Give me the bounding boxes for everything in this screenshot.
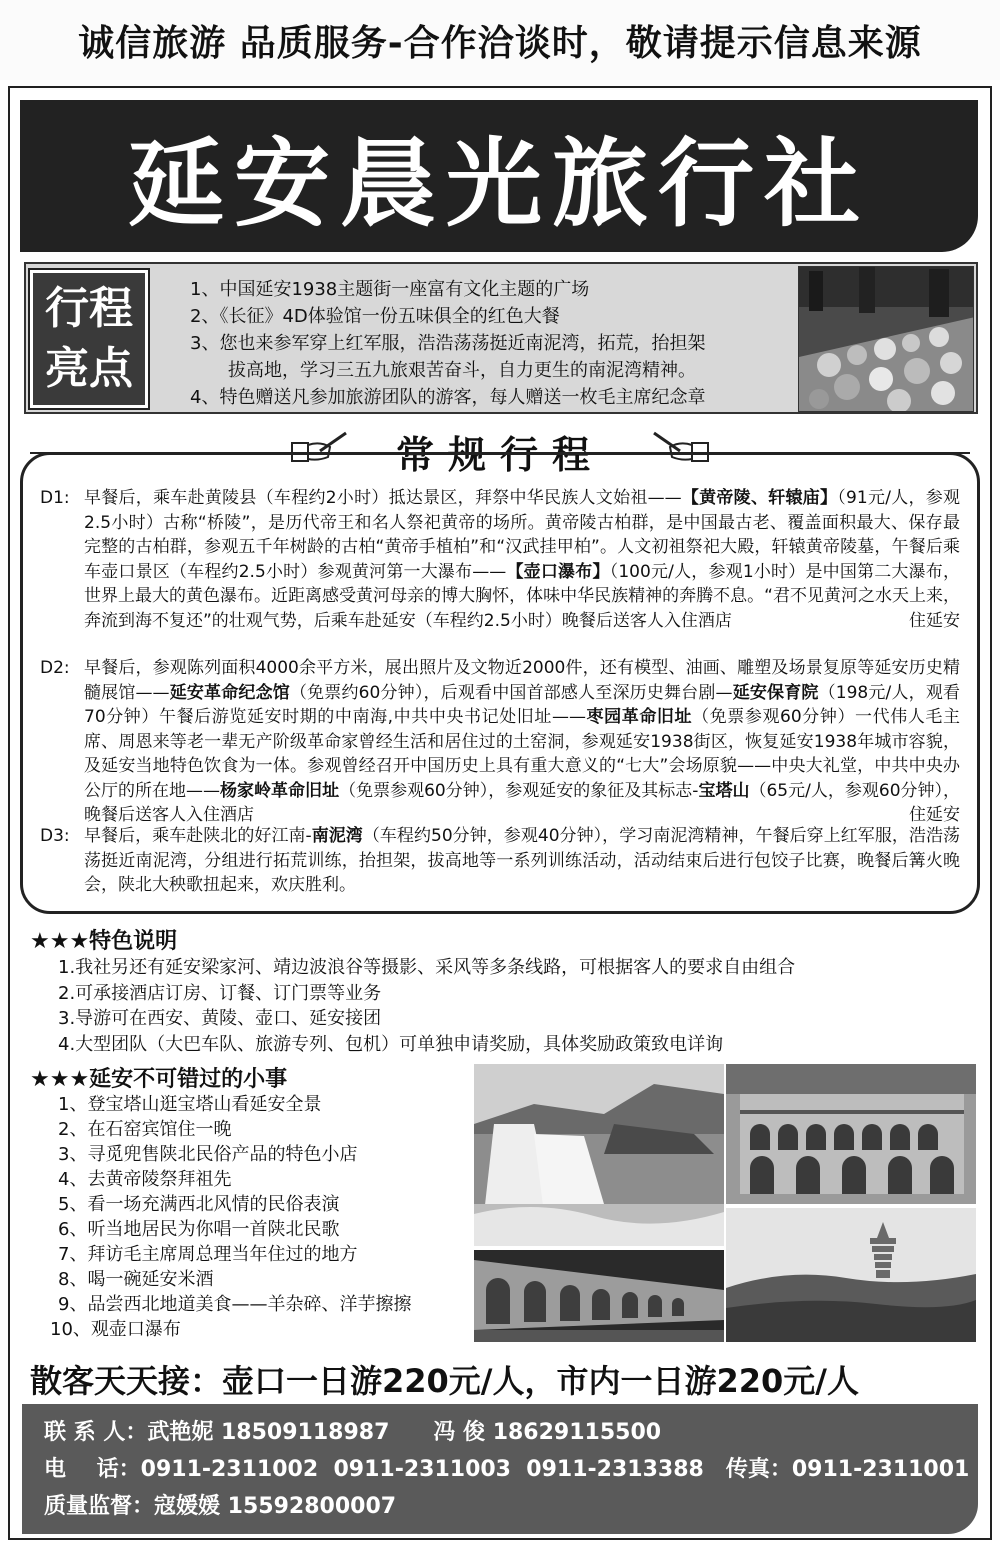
highlight-item: 4、特色赠送凡参加旅游团队的游客，每人赠送一枚毛主席纪念章 xyxy=(190,387,706,408)
contact-person: 武艳妮 18509118987 xyxy=(147,1420,390,1445)
contact-person-label: 联 系 人： xyxy=(44,1420,148,1445)
small-thing-item: 8、喝一碗延安米酒 xyxy=(58,1269,214,1290)
highlight-item: 1、中国延安1938主题街一座富有文化主题的广场 xyxy=(190,279,590,300)
attraction-name: 枣园革命旧址 xyxy=(585,707,693,727)
highlights-tag-line1: 行程 xyxy=(45,283,133,334)
feature-item: 3.导游可在西安、黄陵、壶口、延安接团 xyxy=(58,1008,382,1029)
highlight-item: 2、《长征》4D体验馆一份五味俱全的红色大餐 xyxy=(190,306,560,327)
day-3 xyxy=(40,824,960,898)
agency-title: 延安晨光旅行社 xyxy=(128,127,870,240)
highlights-list xyxy=(190,276,790,411)
day-description: 早餐后，乘车赴陕北的好江南-南泥湾（车程约50分钟，参观40分钟），学习南泥湾精神，午餐后穿上红军服，浩浩荡荡挺近南泥湾，分组进行拓荒训练，抬担架，拔高地等一系列训练活动，活动结束后进行包饺子比赛，晚餐后篝火晚会，陕北大秧歌扭起来，欢庆胜利。 xyxy=(84,826,961,895)
phone-numbers: 0911-2311002 0911-2311003 0911-2313388 xyxy=(140,1457,704,1482)
contact-person: 冯 俊 18629115500 xyxy=(433,1420,662,1445)
attraction-name: 延安革命纪念馆 xyxy=(169,682,290,703)
day-label: D2: xyxy=(40,658,70,678)
feature-item: 4.大型团队（大巴车队、旅游专列、包机）可单独申请奖励，具体奖励政策致电详询 xyxy=(58,1033,724,1055)
day-2 xyxy=(40,656,960,828)
day-label: D3: xyxy=(40,826,70,846)
itinerary-title: 常规行程 xyxy=(395,432,604,477)
small-thing-item: 5、看一场充满西北风情的民俗表演 xyxy=(58,1194,340,1215)
pagoda-hill-photo xyxy=(726,1208,976,1342)
small-thing-item: 6、听当地居民为你唱一首陕北民歌 xyxy=(58,1219,340,1240)
day-1 xyxy=(40,486,960,633)
highlight-item: 拔高地，学习三五九旅艰苦奋斗，自力更生的南泥湾精神。 xyxy=(228,360,696,381)
small-thing-item: 10、观壶口瀑布 xyxy=(50,1319,181,1340)
features-list xyxy=(58,955,795,1057)
attraction-name: 杨家岭革命旧址 xyxy=(220,780,340,801)
highlights-tag-line2: 亮点 xyxy=(45,343,133,394)
day-description: 早餐后，参观陈列面积4000余平方米，展出照片及文物近2000件，还有模型、油画、雕塑及场景复原等延安历史精髓展馆——延安革命纪念馆（免票约60分钟），后观看中国首部感人至深历史舞台剧—延安保育院（198元/人，观看70分钟）午餐后游览延安时期的中南海,中共中央书记处旧址——枣园革命旧址（免票参观60分钟）一代伟人毛主席、周恩来等老一辈无产阶级革命家曾经生活和居住过的土窑洞，参观延安1938街区，恢复延安1938年城市容貌，及延安当地特色饮食为一体。参观曾经召开中国历史上具有重大意义的“七大”会场原貌——中央大礼堂，中共中央办公厅的所在地——杨家岭革命旧址（免票参观60分钟），参观延安的象征及其标志-宝塔山（65元/人，参观60分钟），晚餐后送客人入住酒店 住延安 xyxy=(84,656,960,828)
banquet-photo xyxy=(798,266,974,412)
small-things-heading: ★★★延安不可错过的小事 xyxy=(30,1067,288,1092)
contact-person-row xyxy=(44,1414,978,1451)
small-thing-item: 2、在石窑宾馆住一晚 xyxy=(58,1119,232,1140)
small-things-list xyxy=(50,1092,412,1342)
highlights-tag xyxy=(30,270,148,408)
attraction-name: 南泥湾 xyxy=(311,826,363,846)
highlight-item: 3、您也来参军穿上红军服，浩浩荡荡挺近南泥湾，拓荒，抬担架 xyxy=(190,333,706,354)
day-description: 早餐后，乘车赴黄陵县（车程约2小时）抵达景区，拜祭中华民族人文始祖——【黄帝陵、轩辕庙】（91元/人，参观2.5小时）古称“桥陵”，是历代帝王和名人祭祀黄帝的场所。黄帝陵古柏群，是中国最古老、覆盖面积最大、保存最完整的古柏群，参观五千年树龄的古柏“黄帝手植柏”和“汉武挂甲柏”。人文初祖祭祀大殿，轩辕黄帝陵墓，午餐后乘车壶口景区（车程约2.5小时）参观黄河第一大瀑布——【壶口瀑布】（100元/人，参观1小时）是中国第二大瀑布，世界上最大的黄色瀑布。近距离感受黄河母亲的博大胸怀，体味中华民族精神的奔腾不息。“君不见黄河之水天上来，奔流到海不复还”的壮观气势，后乘车赴延安（车程约2.5小时）晚餐后送客人入住酒店 住延安 xyxy=(84,486,960,633)
small-thing-item: 4、去黄帝陵祭拜祖先 xyxy=(58,1169,232,1190)
attraction-name: 延安保育院 xyxy=(732,682,819,703)
title-banner xyxy=(20,100,978,252)
phone-row xyxy=(44,1451,978,1488)
feature-item: 2.可承接酒店订房、订餐、订门票等业务 xyxy=(58,982,382,1004)
museum-arcade-photo xyxy=(474,1250,724,1342)
day-label: D1: xyxy=(40,488,70,508)
supervisor-row xyxy=(44,1488,978,1525)
stay-note: 住延安 xyxy=(909,805,960,825)
fax-number: 0911-2311001 xyxy=(791,1457,970,1482)
small-thing-item: 1、登宝塔山逛宝塔山看延安全景 xyxy=(58,1094,322,1115)
top-slogan: 诚信旅游 品质服务-合作洽谈时，敬请提示信息来源 xyxy=(0,0,1000,80)
attraction-name: 【黄帝陵、轩辕庙】 xyxy=(681,488,838,508)
attraction-name: 【壶口瀑布】 xyxy=(506,561,610,582)
supervisor-label: 质量监督： xyxy=(44,1494,155,1519)
feature-item: 1.我社另还有延安梁家河、靖边波浪谷等摄影、采风等多条线路，可根据客人的要求自由组合 xyxy=(58,957,796,978)
supervisor: 寇媛媛 15592800007 xyxy=(154,1494,397,1519)
attraction-name: 宝塔山 xyxy=(698,780,750,801)
small-thing-item: 7、拜访毛主席周总理当年住过的地方 xyxy=(58,1244,358,1265)
stay-note: 住延安 xyxy=(909,610,960,631)
waterfall-photo xyxy=(474,1064,724,1246)
phone-label: 电 话： xyxy=(44,1457,141,1482)
contact-panel xyxy=(22,1404,978,1534)
walk-in-offer: 散客天天接：壶口一日游220元/人，市内一日游220元/人 xyxy=(30,1362,859,1400)
small-thing-item: 3、寻觅兜售陕北民俗产品的特色小店 xyxy=(58,1144,358,1165)
small-thing-item: 9、品尝西北地道美食——羊杂碎、洋芋擦擦 xyxy=(58,1294,412,1315)
features-heading: ★★★特色说明 xyxy=(30,929,178,954)
fax-label: 传真： xyxy=(725,1457,792,1482)
cave-hotel-photo xyxy=(726,1064,976,1204)
